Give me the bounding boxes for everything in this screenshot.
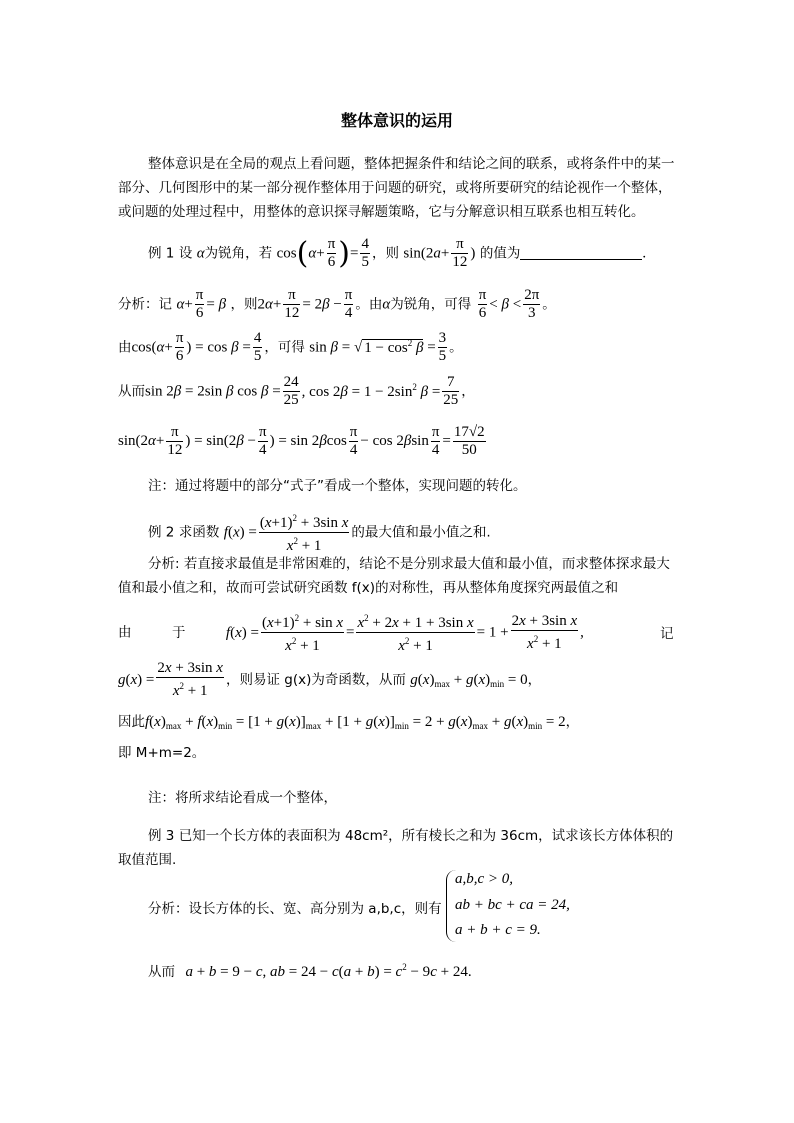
analysis-3-prefix: 分析：设长方体的长、宽、高分别为 a,b,c，则有 (148, 901, 442, 917)
analysis-1-line-1: 分析：记 α+ $\frac{\pi}{6}$ = β ，则2α+ $\frac{\pi}{12}$ = 2β − $\frac{\pi}{4}$ 。由α为锐角，可得 $\frac{\pi}{6}$ < β < $\frac{2\pi}{3}$ 。 (118, 287, 556, 321)
page-title: 整体意识的运用 (340, 111, 453, 130)
analysis-2-line-1: 由 于 f(x) = $\frac{(x+1)^2 + \sin x}{x^2 + 1}$ = $\frac{x^2 + 2x + 1 + 3\sin x}{x^2 + 1}$ = 1 + $\frac{\text{2x + 3sin x}}{x^2 + 1}$ , 记 (118, 610, 794, 655)
example-2: 例 2 求函数 f(x) = $\frac{(x+1)^2 + 3\sin x}{x^2 + 1}$ 的最大值和最小值之和. (148, 510, 794, 555)
analysis-2-line-2: g(x) = $\frac{\text{2x + 3sin x}}{x^2 + 1}$ ，则易证 g(x)为奇函数，从而 $g(x)_{max} + g(x)_{min} = 0$， (118, 660, 542, 699)
analysis-1-line-2: 由cos(α+ $\frac{\pi}{6}$ ) = cos β = $\frac{4}{5}$ ，可得 sin β = √ $1 - \cos^2 \beta$ = $\frac{3}{5}$ 。 (118, 330, 463, 364)
note-1: 注：通过将题中的部分“式子”看成一个整体，实现问题的转化。 (148, 478, 527, 494)
answer-blank[interactable] (520, 245, 642, 260)
example-1-label: 例 1 (148, 245, 175, 262)
system-line-3: a + b + c = 9. (455, 922, 541, 938)
intro-paragraph: 整体意识是在全局的观点上看问题，整体把握条件和结论之间的联系，或将条件中的某一部分、几何图形中的某一部分视作整体用于问题的研究，或将所要研究的结论视作一个整体，或问题的处理过程中，用整体的意识探寻解题策略，它与分解意识相互联系也相互转化。 (118, 156, 675, 220)
analysis-2: 分析: 若直接求最值是非常困难的，结论不是分别求最大值和最小值，而求整体探求最大值和最小值之和，故而可尝试研究函数 f(x)的对称性，再从整体角度探究两最值之和 (118, 556, 670, 596)
analysis-1-line-4: sin(2α+ $\frac{\pi}{12}$ ) = sin(2β − $\frac{\pi}{4}$ ) = sin 2βcos $\frac{\pi}{4}$ − cos 2βsin $\frac{\pi}{4}$ = $\frac{17√2}{50}$ (118, 424, 485, 458)
analysis-3-line-2: 从而 a + b = 9 − c, ab = $24 - c(a + b) = c^2 - 9c + 24$. (148, 962, 472, 980)
note-2: 注：将所求结论看成一个整体， (148, 790, 337, 806)
system-line-1: a,b,c > 0, (455, 871, 514, 887)
analysis-2-line-3: 因此$f(x)_{max} + f(x)_{min} = [1 + g(x)]_{max} + [1 + g(x)]_{min} = 2 + g(x)_{max} + g(x)_{min} = 2$， (118, 714, 580, 731)
example-1: 例 1 设 α为锐角，若 cos(α+ $\frac{\pi}{6}$ )= $\frac{4}{5}$ ，则 sin(2a+ $\frac{\pi}{12}$ ) 的值为 . (148, 236, 647, 271)
system-line-2: ab + bc + ca = 24, (455, 897, 570, 913)
result-2: 即 M+m=2。 (118, 745, 206, 761)
analysis-1-line-3: 从而sin 2β = 2sin β cos β = $\frac{24}{25}$ , $\cos 2\beta = 1 - 2\sin^2$ β = $\frac{7}{25}$ ， (118, 374, 475, 408)
example-3: 例 3 已知一个长方体的表面积为 48cm²，所有棱长之和为 36cm，试求该长方体体积的取值范围. (118, 828, 674, 868)
